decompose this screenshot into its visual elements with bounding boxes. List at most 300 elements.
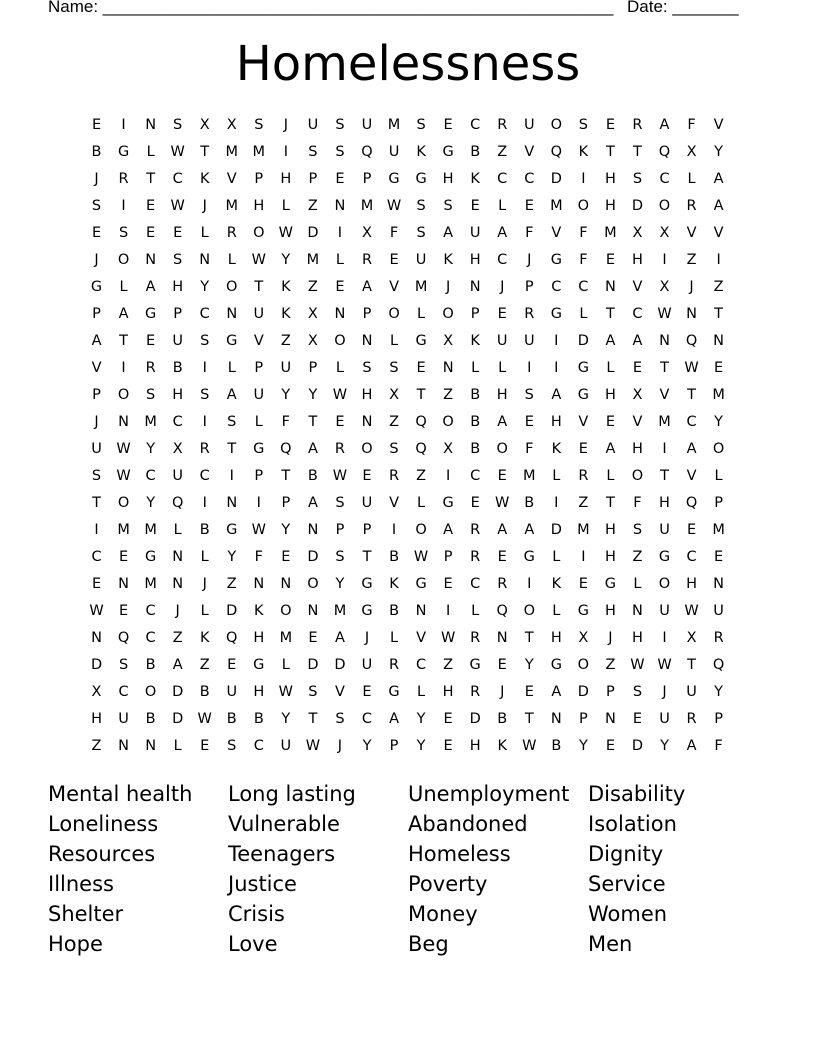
grid-letter[interactable]: E: [632, 711, 643, 727]
grid-letter[interactable]: N: [334, 198, 346, 214]
grid-letter[interactable]: T: [660, 360, 669, 376]
grid-letter[interactable]: U: [713, 603, 724, 619]
grid-letter[interactable]: R: [199, 441, 210, 457]
grid-letter[interactable]: Y: [335, 576, 345, 592]
grid-letter[interactable]: C: [416, 657, 427, 673]
grid-letter[interactable]: P: [470, 306, 480, 322]
grid-letter[interactable]: L: [498, 198, 507, 214]
grid-letter[interactable]: Y: [227, 549, 237, 565]
grid-letter[interactable]: A: [497, 225, 508, 241]
grid-letter[interactable]: C: [145, 630, 156, 646]
grid-letter[interactable]: I: [229, 468, 234, 484]
grid-letter[interactable]: S: [173, 252, 183, 268]
grid-letter[interactable]: T: [308, 711, 318, 727]
grid-letter[interactable]: Y: [281, 387, 291, 403]
grid-letter[interactable]: W: [251, 252, 266, 268]
grid-letter[interactable]: J: [337, 738, 343, 754]
grid-letter[interactable]: I: [581, 171, 586, 187]
grid-letter[interactable]: Y: [146, 495, 156, 511]
grid-letter[interactable]: S: [308, 144, 318, 160]
grid-letter[interactable]: R: [361, 252, 373, 268]
grid-letter[interactable]: F: [714, 738, 723, 754]
grid-letter[interactable]: P: [308, 360, 318, 376]
grid-letter[interactable]: C: [253, 738, 264, 754]
grid-letter[interactable]: S: [118, 657, 129, 673]
grid-letter[interactable]: P: [92, 306, 101, 322]
grid-letter[interactable]: F: [525, 441, 534, 457]
grid-letter[interactable]: Y: [714, 144, 724, 160]
grid-letter[interactable]: G: [658, 549, 671, 565]
grid-letter[interactable]: M: [225, 144, 239, 160]
grid-letter[interactable]: U: [172, 333, 183, 349]
grid-letter[interactable]: L: [335, 252, 344, 268]
grid-letter[interactable]: G: [577, 387, 589, 403]
grid-letter[interactable]: H: [632, 252, 643, 268]
grid-letter[interactable]: A: [226, 387, 237, 403]
grid-letter[interactable]: E: [524, 198, 534, 214]
grid-letter[interactable]: E: [173, 225, 183, 241]
grid-letter[interactable]: K: [551, 441, 562, 457]
grid-letter[interactable]: O: [442, 306, 454, 322]
grid-letter[interactable]: K: [254, 603, 264, 619]
grid-letter[interactable]: N: [91, 630, 102, 646]
grid-letter[interactable]: U: [523, 333, 535, 349]
grid-letter[interactable]: S: [335, 495, 345, 511]
grid-letter[interactable]: M: [658, 414, 671, 430]
grid-letter[interactable]: L: [498, 360, 507, 376]
grid-letter[interactable]: N: [604, 711, 616, 727]
grid-letter[interactable]: Q: [361, 144, 373, 160]
grid-letter[interactable]: I: [662, 441, 667, 457]
grid-letter[interactable]: G: [361, 603, 373, 619]
grid-letter[interactable]: I: [121, 198, 126, 214]
grid-letter[interactable]: O: [550, 117, 563, 133]
grid-letter[interactable]: P: [714, 711, 723, 727]
grid-letter[interactable]: N: [118, 738, 129, 754]
grid-letter[interactable]: S: [227, 738, 237, 754]
grid-letter[interactable]: H: [604, 603, 616, 619]
grid-letter[interactable]: M: [117, 522, 130, 538]
grid-letter[interactable]: B: [307, 468, 318, 484]
grid-letter[interactable]: O: [361, 441, 373, 457]
grid-letter[interactable]: W: [197, 711, 212, 727]
grid-letter[interactable]: N: [713, 333, 725, 349]
grid-letter[interactable]: W: [386, 198, 402, 214]
grid-letter[interactable]: J: [500, 684, 505, 700]
grid-letter[interactable]: T: [92, 495, 101, 511]
grid-letter[interactable]: Y: [308, 387, 318, 403]
grid-letter[interactable]: T: [416, 387, 426, 403]
grid-letter[interactable]: X: [443, 333, 454, 349]
grid-letter[interactable]: A: [443, 225, 454, 241]
grid-letter[interactable]: W: [170, 144, 185, 160]
grid-letter[interactable]: L: [417, 684, 426, 700]
grid-letter[interactable]: C: [118, 684, 129, 700]
grid-letter[interactable]: V: [416, 630, 427, 646]
grid-letter[interactable]: H: [550, 630, 562, 646]
grid-letter[interactable]: C: [199, 468, 210, 484]
grid-letter[interactable]: E: [470, 198, 480, 214]
grid-letter[interactable]: I: [445, 468, 451, 484]
grid-letter[interactable]: A: [659, 117, 670, 133]
grid-letter[interactable]: M: [414, 279, 428, 295]
grid-letter[interactable]: U: [253, 387, 265, 403]
grid-letter[interactable]: T: [633, 144, 642, 160]
grid-letter[interactable]: S: [335, 711, 345, 727]
grid-letter[interactable]: E: [118, 603, 129, 619]
grid-letter[interactable]: C: [659, 171, 670, 187]
grid-letter[interactable]: T: [687, 657, 696, 673]
grid-letter[interactable]: H: [604, 549, 616, 565]
grid-letter[interactable]: M: [360, 198, 374, 214]
grid-letter[interactable]: P: [281, 495, 291, 511]
grid-letter[interactable]: E: [578, 441, 588, 457]
grid-letter[interactable]: X: [632, 387, 643, 403]
grid-letter[interactable]: W: [657, 657, 672, 673]
grid-letter[interactable]: H: [280, 171, 292, 187]
grid-letter[interactable]: V: [334, 684, 345, 700]
grid-letter[interactable]: A: [334, 630, 345, 646]
grid-letter[interactable]: G: [550, 252, 562, 268]
grid-letter[interactable]: E: [605, 738, 615, 754]
grid-letter[interactable]: E: [227, 657, 237, 673]
grid-letter[interactable]: E: [91, 117, 102, 133]
grid-letter[interactable]: Y: [200, 279, 210, 295]
grid-letter[interactable]: M: [550, 198, 563, 214]
grid-letter[interactable]: U: [307, 117, 319, 133]
grid-letter[interactable]: Q: [658, 144, 671, 160]
grid-letter[interactable]: T: [605, 495, 615, 511]
grid-letter[interactable]: U: [659, 711, 670, 727]
grid-letter[interactable]: O: [144, 684, 157, 700]
grid-letter[interactable]: E: [632, 360, 643, 376]
grid-letter[interactable]: X: [362, 225, 372, 241]
grid-letter[interactable]: A: [686, 738, 697, 754]
grid-letter[interactable]: R: [389, 468, 400, 484]
grid-letter[interactable]: Z: [280, 333, 291, 349]
grid-letter[interactable]: E: [308, 630, 318, 646]
grid-letter[interactable]: Y: [281, 522, 291, 538]
grid-letter[interactable]: A: [145, 279, 156, 295]
grid-letter[interactable]: S: [524, 387, 534, 403]
grid-letter[interactable]: K: [578, 144, 589, 160]
grid-letter[interactable]: Z: [605, 657, 616, 673]
grid-letter[interactable]: A: [443, 522, 454, 538]
grid-letter[interactable]: W: [278, 225, 294, 241]
grid-letter[interactable]: B: [470, 387, 481, 403]
grid-letter[interactable]: Z: [307, 279, 318, 295]
grid-letter[interactable]: N: [713, 576, 725, 592]
grid-letter[interactable]: Z: [389, 414, 399, 430]
grid-letter[interactable]: Y: [416, 711, 426, 727]
grid-letter[interactable]: D: [90, 657, 103, 673]
grid-letter[interactable]: Q: [171, 495, 184, 511]
grid-letter[interactable]: W: [305, 738, 321, 754]
grid-letter[interactable]: R: [578, 468, 589, 484]
grid-letter[interactable]: K: [199, 630, 210, 646]
grid-letter[interactable]: C: [172, 171, 183, 187]
grid-letter[interactable]: C: [551, 279, 562, 295]
grid-letter[interactable]: O: [658, 198, 671, 214]
grid-letter[interactable]: N: [226, 495, 238, 511]
grid-letter[interactable]: Y: [714, 414, 724, 430]
grid-letter[interactable]: U: [361, 117, 373, 133]
grid-letter[interactable]: H: [442, 684, 454, 700]
grid-letter[interactable]: P: [335, 522, 345, 538]
grid-letter[interactable]: I: [202, 495, 207, 511]
grid-letter[interactable]: H: [496, 387, 508, 403]
grid-letter[interactable]: O: [117, 387, 130, 403]
grid-letter[interactable]: W: [495, 495, 510, 511]
grid-letter[interactable]: H: [361, 387, 373, 403]
grid-letter[interactable]: S: [227, 414, 237, 430]
grid-letter[interactable]: U: [253, 306, 265, 322]
grid-letter[interactable]: M: [577, 522, 590, 538]
grid-letter[interactable]: I: [554, 495, 559, 511]
grid-letter[interactable]: Q: [712, 657, 725, 673]
grid-letter[interactable]: E: [146, 198, 156, 214]
grid-letter[interactable]: U: [361, 657, 373, 673]
grid-letter[interactable]: O: [631, 468, 644, 484]
grid-letter[interactable]: Z: [443, 387, 454, 403]
grid-letter[interactable]: B: [551, 738, 562, 754]
grid-letter[interactable]: B: [470, 441, 481, 457]
grid-letter[interactable]: W: [89, 603, 104, 619]
grid-letter[interactable]: T: [362, 549, 372, 565]
grid-letter[interactable]: A: [362, 279, 372, 295]
grid-letter[interactable]: D: [550, 522, 562, 538]
grid-letter[interactable]: J: [500, 279, 505, 295]
grid-letter[interactable]: C: [361, 711, 373, 727]
grid-letter[interactable]: E: [335, 414, 345, 430]
grid-letter[interactable]: G: [550, 657, 562, 673]
grid-letter[interactable]: H: [659, 495, 670, 511]
grid-letter[interactable]: J: [527, 252, 532, 268]
grid-letter[interactable]: Z: [443, 657, 454, 673]
grid-letter[interactable]: M: [604, 225, 617, 241]
grid-letter[interactable]: X: [659, 279, 670, 295]
grid-letter[interactable]: M: [144, 414, 157, 430]
grid-letter[interactable]: Z: [172, 630, 183, 646]
grid-letter[interactable]: O: [307, 576, 319, 592]
grid-letter[interactable]: T: [146, 171, 156, 187]
grid-letter[interactable]: J: [689, 279, 694, 295]
grid-letter[interactable]: G: [253, 441, 265, 457]
grid-letter[interactable]: Y: [524, 657, 534, 673]
grid-letter[interactable]: L: [471, 603, 480, 619]
grid-letter[interactable]: G: [388, 171, 400, 187]
grid-letter[interactable]: E: [443, 711, 453, 727]
grid-letter[interactable]: S: [632, 684, 643, 700]
grid-letter[interactable]: O: [117, 252, 130, 268]
grid-letter[interactable]: Q: [496, 603, 508, 619]
grid-letter[interactable]: B: [497, 711, 508, 727]
grid-letter[interactable]: W: [332, 468, 348, 484]
grid-letter[interactable]: H: [442, 171, 454, 187]
grid-letter[interactable]: J: [445, 279, 451, 295]
grid-letter[interactable]: N: [361, 333, 373, 349]
date-field-label[interactable]: Date: _______: [627, 0, 739, 16]
grid-letter[interactable]: X: [91, 684, 102, 700]
grid-letter[interactable]: W: [630, 657, 645, 673]
grid-letter[interactable]: E: [389, 252, 399, 268]
grid-letter[interactable]: A: [605, 333, 616, 349]
grid-letter[interactable]: K: [443, 252, 453, 268]
grid-letter[interactable]: R: [470, 684, 481, 700]
grid-letter[interactable]: O: [117, 495, 130, 511]
grid-letter[interactable]: W: [170, 198, 185, 214]
grid-letter[interactable]: L: [281, 198, 290, 214]
grid-letter[interactable]: H: [604, 171, 616, 187]
grid-letter[interactable]: B: [470, 414, 481, 430]
grid-letter[interactable]: C: [632, 306, 643, 322]
grid-letter[interactable]: W: [251, 522, 266, 538]
grid-letter[interactable]: S: [578, 117, 588, 133]
grid-letter[interactable]: G: [415, 333, 427, 349]
grid-letter[interactable]: R: [470, 522, 481, 538]
grid-letter[interactable]: U: [118, 711, 129, 727]
grid-letter[interactable]: S: [443, 198, 453, 214]
grid-letter[interactable]: N: [280, 576, 292, 592]
grid-letter[interactable]: M: [387, 117, 401, 133]
grid-letter[interactable]: Q: [226, 630, 238, 646]
grid-letter[interactable]: B: [226, 711, 237, 727]
grid-letter[interactable]: N: [172, 549, 184, 565]
grid-letter[interactable]: E: [470, 495, 480, 511]
grid-letter[interactable]: L: [200, 225, 209, 241]
grid-letter[interactable]: K: [199, 171, 210, 187]
grid-letter[interactable]: E: [416, 360, 426, 376]
grid-letter[interactable]: A: [497, 522, 508, 538]
grid-letter[interactable]: C: [497, 171, 508, 187]
grid-letter[interactable]: F: [633, 495, 642, 511]
grid-letter[interactable]: R: [497, 117, 508, 133]
grid-letter[interactable]: E: [146, 225, 156, 241]
grid-letter[interactable]: L: [146, 144, 155, 160]
grid-letter[interactable]: B: [145, 711, 156, 727]
grid-letter[interactable]: O: [388, 306, 400, 322]
grid-letter[interactable]: G: [361, 576, 373, 592]
grid-letter[interactable]: N: [172, 576, 184, 592]
grid-letter[interactable]: G: [442, 495, 454, 511]
grid-letter[interactable]: E: [714, 549, 724, 565]
grid-letter[interactable]: F: [254, 549, 263, 565]
grid-letter[interactable]: H: [172, 279, 184, 295]
grid-letter[interactable]: S: [91, 198, 102, 214]
grid-letter[interactable]: U: [659, 603, 670, 619]
grid-letter[interactable]: V: [551, 225, 562, 241]
grid-letter[interactable]: E: [335, 171, 345, 187]
grid-letter[interactable]: Y: [146, 441, 156, 457]
grid-letter[interactable]: J: [364, 630, 370, 646]
grid-letter[interactable]: L: [552, 549, 561, 565]
grid-letter[interactable]: B: [389, 549, 400, 565]
grid-letter[interactable]: I: [121, 360, 126, 376]
grid-letter[interactable]: U: [388, 144, 400, 160]
grid-letter[interactable]: A: [605, 441, 616, 457]
grid-letter[interactable]: O: [415, 522, 427, 538]
grid-letter[interactable]: E: [605, 414, 615, 430]
grid-letter[interactable]: W: [116, 441, 131, 457]
grid-letter[interactable]: L: [417, 306, 426, 322]
grid-letter[interactable]: V: [659, 387, 670, 403]
grid-letter[interactable]: L: [173, 738, 182, 754]
grid-letter[interactable]: G: [469, 657, 481, 673]
grid-letter[interactable]: S: [91, 468, 102, 484]
grid-letter[interactable]: N: [686, 306, 697, 322]
grid-letter[interactable]: N: [550, 711, 562, 727]
grid-letter[interactable]: L: [579, 306, 588, 322]
grid-letter[interactable]: W: [684, 360, 699, 376]
grid-letter[interactable]: O: [226, 279, 238, 295]
grid-letter[interactable]: K: [389, 576, 399, 592]
grid-letter[interactable]: E: [281, 549, 291, 565]
grid-letter[interactable]: K: [416, 144, 426, 160]
grid-letter[interactable]: W: [657, 306, 672, 322]
grid-letter[interactable]: E: [443, 117, 453, 133]
grid-letter[interactable]: J: [94, 414, 99, 430]
grid-letter[interactable]: I: [581, 549, 586, 565]
grid-letter[interactable]: Y: [714, 684, 724, 700]
grid-letter[interactable]: W: [522, 738, 537, 754]
grid-letter[interactable]: G: [577, 603, 589, 619]
grid-letter[interactable]: X: [686, 630, 697, 646]
grid-letter[interactable]: E: [578, 576, 588, 592]
grid-letter[interactable]: E: [497, 468, 507, 484]
grid-letter[interactable]: C: [470, 576, 481, 592]
grid-letter[interactable]: R: [686, 198, 697, 214]
grid-letter[interactable]: O: [577, 657, 590, 673]
grid-letter[interactable]: R: [632, 117, 643, 133]
grid-letter[interactable]: V: [389, 495, 399, 511]
grid-letter[interactable]: B: [470, 144, 481, 160]
grid-letter[interactable]: Z: [226, 576, 237, 592]
grid-letter[interactable]: I: [202, 414, 207, 430]
grid-letter[interactable]: B: [524, 495, 535, 511]
grid-letter[interactable]: K: [551, 576, 562, 592]
grid-letter[interactable]: L: [471, 360, 480, 376]
grid-letter[interactable]: N: [307, 522, 319, 538]
grid-letter[interactable]: J: [662, 684, 667, 700]
grid-letter[interactable]: A: [686, 441, 697, 457]
grid-letter[interactable]: M: [333, 603, 347, 619]
grid-letter[interactable]: U: [523, 117, 535, 133]
grid-letter[interactable]: Q: [280, 441, 292, 457]
grid-letter[interactable]: A: [551, 684, 562, 700]
grid-letter[interactable]: P: [254, 360, 264, 376]
grid-letter[interactable]: R: [145, 360, 156, 376]
grid-letter[interactable]: B: [172, 360, 183, 376]
grid-letter[interactable]: E: [524, 684, 534, 700]
grid-letter[interactable]: R: [226, 225, 237, 241]
grid-letter[interactable]: L: [389, 333, 399, 349]
grid-letter[interactable]: G: [90, 279, 103, 295]
grid-letter[interactable]: Y: [281, 711, 291, 727]
grid-letter[interactable]: D: [226, 603, 238, 619]
grid-letter[interactable]: C: [686, 414, 697, 430]
grid-letter[interactable]: N: [307, 603, 319, 619]
grid-letter[interactable]: J: [283, 117, 288, 133]
grid-letter[interactable]: P: [362, 522, 372, 538]
grid-letter[interactable]: L: [552, 468, 561, 484]
grid-letter[interactable]: J: [175, 603, 180, 619]
grid-letter[interactable]: K: [281, 279, 291, 295]
grid-letter[interactable]: E: [146, 333, 156, 349]
grid-letter[interactable]: T: [254, 279, 264, 295]
grid-letter[interactable]: I: [256, 495, 261, 511]
grid-letter[interactable]: H: [91, 711, 102, 727]
grid-letter[interactable]: L: [200, 603, 209, 619]
